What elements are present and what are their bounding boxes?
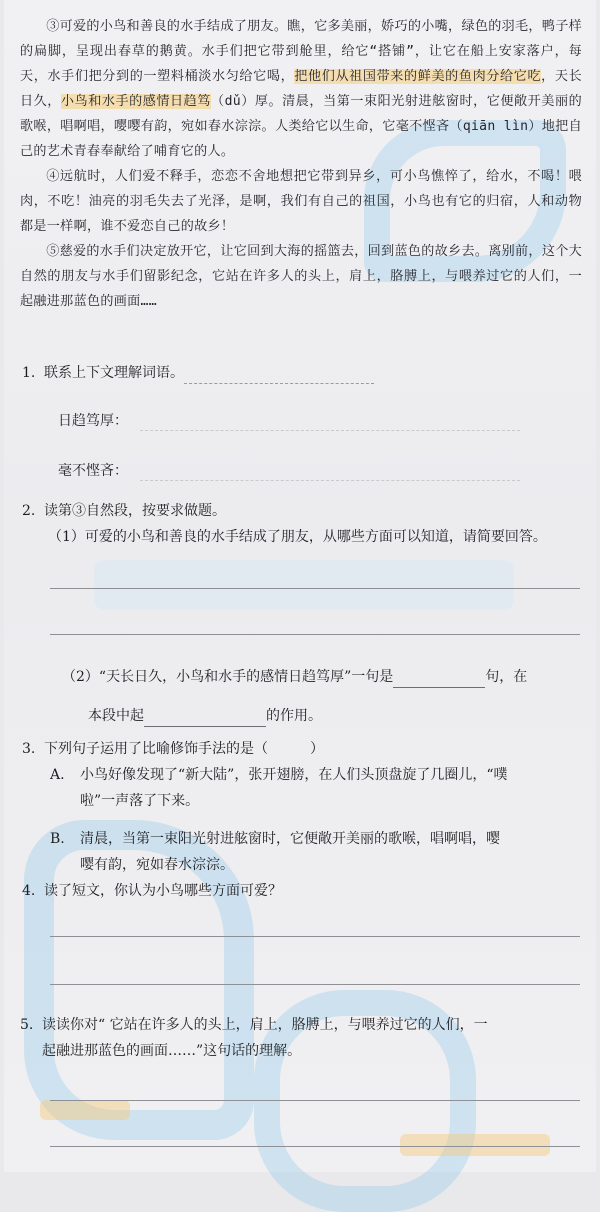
option-a-text: 小鸟好像发现了“新大陆”，张开翅膀，在人们头顶盘旋了几圈儿，“噗 (80, 767, 508, 783)
term-1-label: 日趋笃厚： (58, 413, 128, 429)
question-2-sub-2: （2）“天长日久，小鸟和水手的感情日趋笃厚”一句是 句，在 (62, 666, 527, 688)
option-b-label[interactable]: B. (50, 831, 65, 847)
answer-blank[interactable] (393, 669, 485, 688)
question-5: 5. 读读你对“ 它站在许多人的头上，肩上，胳膊上，与喂养过它的人们，一 (20, 1017, 488, 1033)
answer-line[interactable] (50, 588, 580, 589)
option-b-text: 清晨，当第一束阳光射进舷窗时，它便敞开美丽的歌喉，唱啊唱，嘤 (80, 831, 500, 847)
term-2-label: 毫不悭吝： (58, 463, 128, 479)
highlight-stain (400, 1134, 550, 1156)
paragraph-5: ⑤慈爱的水手们决定放开它，让它回到大海的摇篮去，回到蓝色的故乡去。离别前，这个大自然的朋友与水手们留影纪念，它站在许多人的头上，肩上，胳膊上，与喂养过它的人们，一起融进那蓝色的画面…… (20, 244, 582, 309)
question-2: 2. 读第③自然段，按要求做题。 (22, 503, 226, 519)
watermark-band (94, 560, 514, 610)
answer-line[interactable] (50, 936, 580, 937)
question-2-sub-1: （1）可爱的小鸟和善良的水手结成了朋友，从哪些方面可以知道，请简要回答。 (48, 529, 547, 545)
answer-line[interactable] (50, 634, 580, 635)
answer-line[interactable] (140, 430, 520, 431)
question-4: 4. 读了短文，你认为小鸟哪些方面可爱？ (22, 883, 282, 899)
option-a-text: 啦”一声落了下来。 (80, 793, 200, 809)
paragraph-4: ④远航时，人们爱不释手，恋恋不舍地想把它带到异乡，可小鸟憔悴了，给水，不喝！喂肉，不吃！油亮的羽毛失去了光泽，是啊，我们有自己的祖国，小鸟也有它的归宿，人和动物都是一样啊，谁不爱恋自己的故乡！ (20, 169, 582, 234)
question-2-sub-2-cont: 本段中起 的作用。 (88, 705, 322, 727)
answer-blank[interactable] (144, 708, 266, 727)
answer-line[interactable] (50, 1146, 580, 1147)
answer-blank[interactable] (184, 365, 374, 384)
option-b-text: 嘤有韵，宛如春水淙淙。 (80, 857, 234, 873)
option-a-label[interactable]: A. (50, 767, 65, 783)
answer-line[interactable] (140, 480, 520, 481)
paragraph-3: ③可爱的小鸟和善良的水手结成了朋友。瞧，它多美丽，娇巧的小嘴，绿色的羽毛，鸭子样的扁脚，呈现出春草的鹅黄。水手们把它带到舱里，给它“搭铺”，让它在船上安家落户，每天，水手们把分到的一塑料桶淡水匀给它喝，把他们从祖国带来的鲜美的鱼肉分给它吃，天长日久，小鸟和水手的感情日趋笃（dǔ）厚。清晨，当第一束阳光射进舷窗时，它便敞开美丽的歌喉，唱啊唱，嘤嘤有韵，宛如春水淙淙。人类给它以生命，它毫不悭吝（qiān lìn）地把自己的艺术青春奉献给了哺育它的人。 (20, 19, 582, 159)
highlight: 把他们从祖国带来的鲜美的鱼肉分给它吃 (294, 69, 542, 84)
question-5-cont: 起融进那蓝色的画面……”这句话的理解。 (42, 1043, 302, 1059)
question-3: 3. 下列句子运用了比喻修饰手法的是（ ） (22, 741, 324, 757)
highlight-stain (40, 1100, 130, 1120)
answer-line[interactable] (50, 984, 580, 985)
reading-passage (20, 14, 582, 314)
question-1: 1. 联系上下文理解词语。 (22, 362, 374, 384)
highlight: 小鸟和水手的感情日趋笃 (60, 94, 211, 109)
answer-line[interactable] (50, 1100, 580, 1101)
